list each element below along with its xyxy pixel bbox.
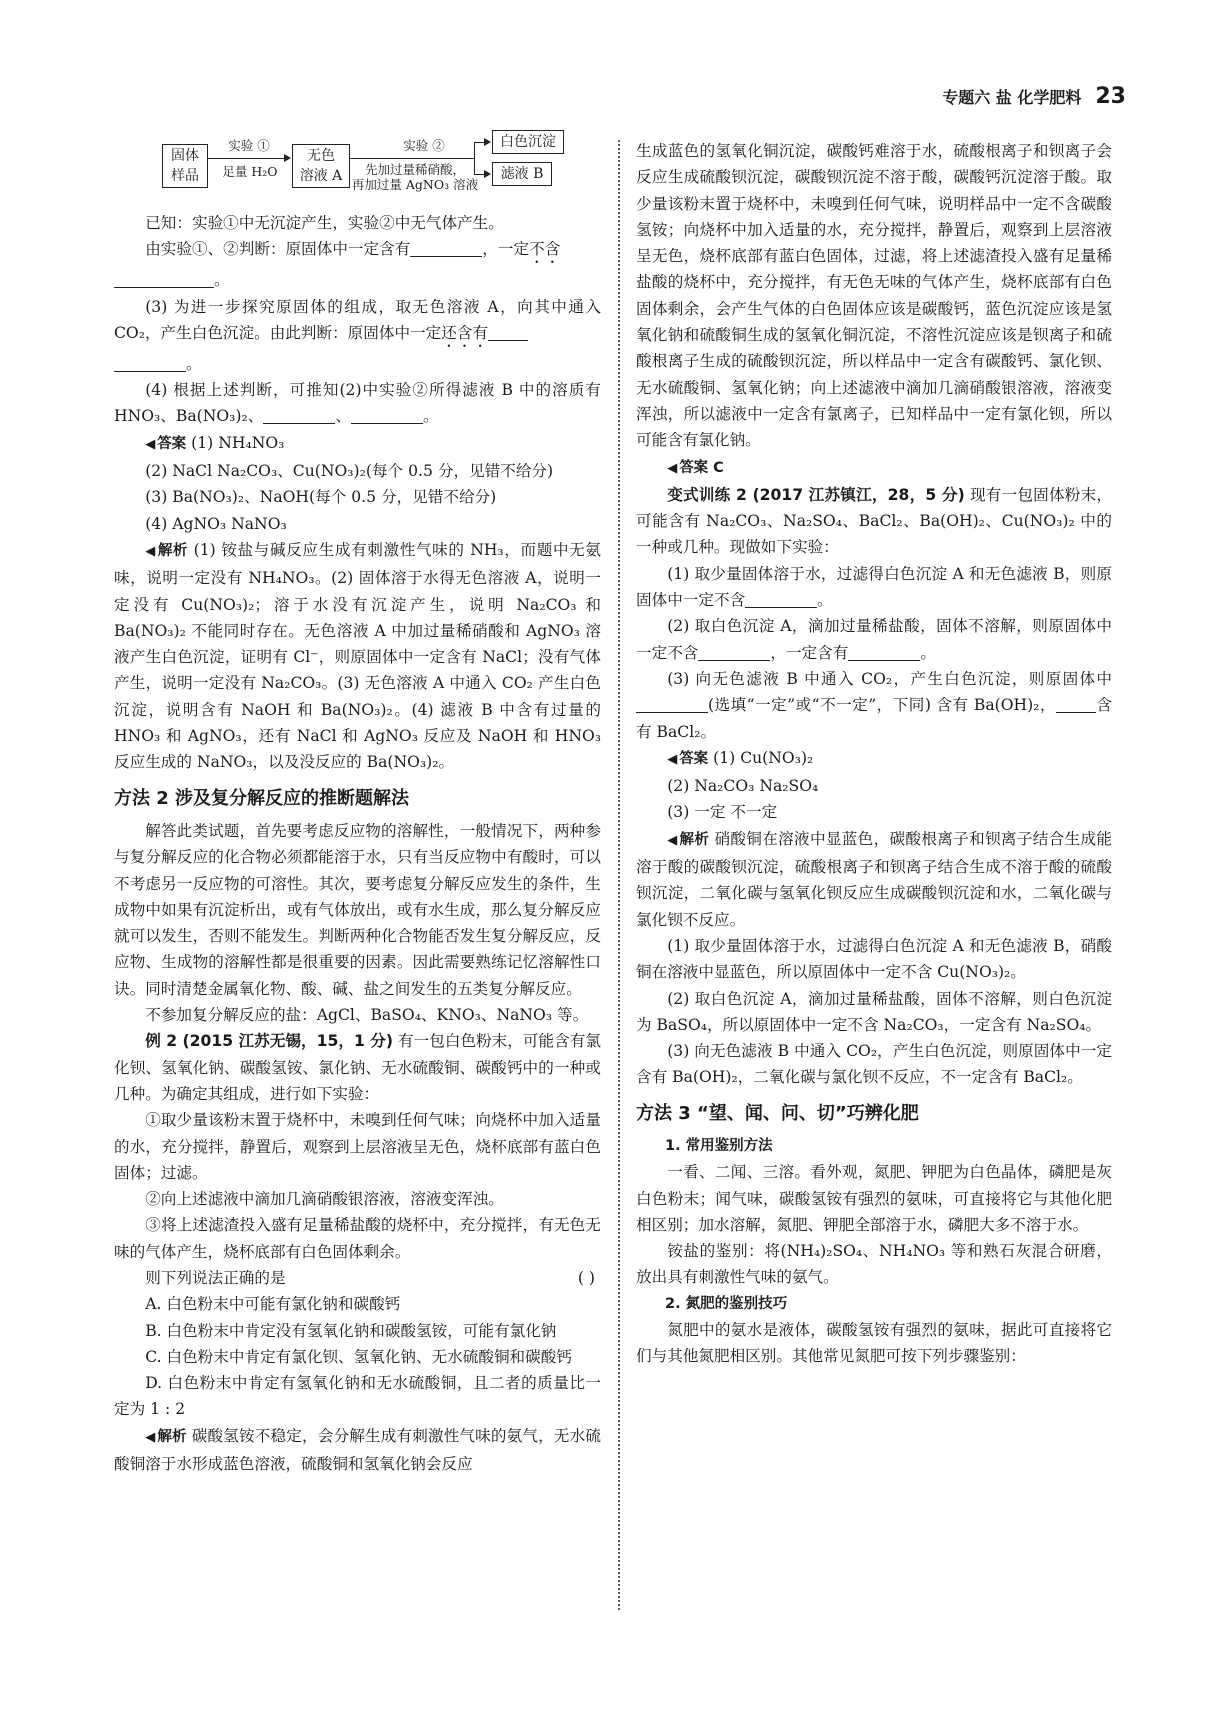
answer-value: C <box>713 459 724 476</box>
method-3-title: 方法 3 “望、闻、问、切”巧辨化肥 <box>636 1102 919 1124</box>
blank <box>263 408 335 425</box>
analysis-label: ◀ 解析 <box>145 542 189 559</box>
analysis-2-block <box>114 1423 601 1478</box>
method-3-paragraph-1: 一看、二闻、三溶。看外观，氮肥、钾肥为白色晶体，磷肥是灰白色粉末；闻气味，碳酸氢铵有强烈的氨味，可直接将它与其他化肥相区别；加水溶解，氮肥、钾肥全部溶于水，磷肥大多不溶于水。 <box>636 1163 1112 1234</box>
analysis-text: (1) 铵盐与碱反应生成有刺激性气味的 NH₃，而题中无氨味，说明一定没有 NH₄NO₃。(2) 固体溶于水得无色溶液 A，说明一定没有 Cu(NO₃)₂；溶于水没有沉淀产生，说明 Na₂CO₃ 和 Ba(NO₃)₂ 不能同时存在。无色溶液 A 中加过量稀硝酸和 AgNO₃ 溶液产生白色沉淀，证明有 Cl⁻，则原固体中一定含有 NaCl；没有气体产生，说明一定没有 Na₂CO₃。(3) 无色溶液 A 中通入 CO₂ 产生白色沉淀，说明含有 NaOH 和 Ba(NO₃)₂。(4) 滤液 B 中含有过量的 HNO₃ 和 AgNO₃，还有 NaCl 和 AgNO₃ 反应及 NaOH 和 HNO₃ 反应生成的 NaNO₃，以及没反应的 Ba(NO₃)₂。 <box>114 540 601 772</box>
q3-text: (3) 为进一步探究原固体的组成，取无色溶液 A，向其中通入 CO₂，产生白色沉淀。由此判断：原固体中一定 <box>114 297 601 342</box>
option-c: C. 白色粉末中肯定有氯化钡、氢氧化钠、无水硫酸铜和碳酸钙 <box>145 1347 572 1366</box>
answer-3: (3) Ba(NO₃)₂、NaOH(每个 0.5 分，见错不给分) <box>145 488 497 507</box>
flow-diagram <box>144 134 601 206</box>
method-2-note: 不参加复分解反应的盐：AgCl、BaSO₄、KNO₃、NaNO₃ 等。 <box>145 1006 589 1025</box>
example-2-body: 有一包白色粉末，可能含有氯化钡、氢氧化钠、碳酸氢铵、氯化钠、无水硫酸铜、碳酸钙中的一种或几种。为确定其组成，进行如下实验： <box>114 1032 601 1103</box>
example-2-step-3: ③将上述滤渣投入盛有足量稀盐酸的烧杯中，充分搅拌，有无色无味的气体产生，烧杯底部有白色固体剩余。 <box>114 1216 601 1261</box>
example-2-step-2: ②向上述滤液中滴加几滴硝酸银溶液，溶液变浑浊。 <box>145 1190 504 1209</box>
analysis-label: ◀ 解析 <box>145 1428 187 1445</box>
variant-q2: (2) 取白色沉淀 A，滴加过量稀盐酸，固体不溶解，则原固体中一定不含 ，一定含有 。 <box>636 617 1112 662</box>
method-2-title: 方法 2 涉及复分解反应的推断题解法 <box>114 787 410 809</box>
example-2-step-1: ①取少量该粉末置于烧杯中，未嗅到任何气味；向烧杯中加入适量的水，充分搅拌，静置后，观察到上层溶液呈无色，烧杯底部有蓝白色固体；过滤。 <box>114 1111 601 1182</box>
example-2-head: 例 2 (2015 江苏无锡，15，1 分) <box>145 1032 393 1051</box>
flow-step1-label: 实验 ① <box>228 138 270 153</box>
page-number: 23 <box>1095 84 1126 109</box>
question-3 <box>114 294 601 351</box>
judge-emphasis: 不含 <box>529 240 561 259</box>
v1-text: (1) 取少量固体溶于水，过滤得白色沉淀 A 和无色滤液 B，则原固体中一定不含 <box>636 564 1112 610</box>
analysis-icon: ◀ <box>667 832 678 848</box>
flow-step1-sub: 足量 H₂O <box>222 164 278 179</box>
variant-answer-2: (2) Na₂CO₃ Na₂SO₄ <box>667 777 819 796</box>
blank <box>351 408 423 425</box>
variant-analysis-text: 硝酸铜在溶液中显蓝色，碳酸根离子和钡离子结合生成能溶于酸的碳酸钡沉淀，硫酸根离子和钡离子结合生成不溶于酸的硫酸钡沉淀，二氧化碳与氢氧化钡反应生成碳酸钡沉淀和水，二氧化碳与氯化钡不反应。 <box>636 829 1112 929</box>
variant-2 <box>636 482 1112 561</box>
example-2-question <box>114 1265 601 1291</box>
v3-text-b: (选填“一定”或“不一定”，下同) 含有 Ba(OH)₂， <box>708 696 1056 715</box>
v2-text-b: ，一定含有 <box>770 643 849 662</box>
analysis-icon: ◀ <box>145 1429 156 1445</box>
answer-2: (2) NaCl Na₂CO₃、Cu(NO₃)₂(每个 0.5 分，见错不给分) <box>145 462 554 481</box>
blank <box>410 241 482 258</box>
q4-text: (4) 根据上述判断，可推知(2)中实验②所得滤液 B 中的溶质有 HNO₃、Ba(NO₃)₂、 <box>114 381 601 426</box>
variant-answer-1: (1) Cu(NO₃)₂ <box>713 748 814 767</box>
example-2 <box>114 1028 601 1107</box>
flow-arrowhead-bottom <box>484 170 491 178</box>
answer-icon: ◀ <box>145 436 156 452</box>
question-text: 则下列说法正确的是 <box>145 1268 286 1287</box>
judge-line <box>114 236 601 267</box>
variant-analysis-1: (1) 取少量固体溶于水，过滤得白色沉淀 A 和无色滤液 B，硝酸铜在溶液中显蓝色，所以原固体中一定不含 Cu(NO₃)₂。 <box>636 936 1112 982</box>
variant-answer <box>636 745 1112 773</box>
answer-4: (4) AgNO₃ NaNO₃ <box>145 514 287 533</box>
flow-solid-sample: 固体 样品 <box>162 144 208 188</box>
method-3-paragraph-2: 铵盐的鉴别：将(NH₄)₂SO₄、NH₄NO₃ 等和熟石灰混合研磨，放出具有刺激性气味的氨气。 <box>636 1242 1112 1287</box>
q3-emphasis: 还含有 <box>441 323 489 342</box>
flow-step2-sub: 先加过量稀硝酸， 再加过量 AgNO₃ 溶液 <box>351 162 479 192</box>
v3-text-c: 含有 BaCl₂。 <box>636 696 1112 741</box>
blank <box>1056 697 1096 714</box>
blank <box>488 324 528 341</box>
variant-analysis-2: (2) 取白色沉淀 A，滴加过量稀盐酸，固体不溶解，则白色沉淀为 BaSO₄，所以原固体中一定不含 Na₂CO₃，一定含有 Na₂SO₄。 <box>636 989 1112 1034</box>
blank <box>698 644 770 661</box>
method-2-paragraph: 解答此类试题，首先要考虑反应物的溶解性，一般情况下，两种参与复分解反应的化合物必须都能溶于水，只有当反应物中有酸时，可以不考虑另一反应物的可溶性。其次，要考虑复分解反应发生的条件，生成物中如果有沉淀析出，或有气体放出，或有水生成，那么复分解反应就可以发生，否则不能发生。判断两种化合物能否发生复分解反应，反应物、生成物的溶解性都是很重要的因素。因此需要熟练记忆溶解性口诀。同时清楚金属氧化物、酸、碱、盐之间发生的五类复分解反应。 <box>114 821 601 998</box>
page-header <box>942 84 1126 109</box>
judge-text-b: ，一定 <box>482 240 530 259</box>
option-d: D. 白色粉末中肯定有氢氧化钠和无水硫酸铜，且二者的质量比一定为 1 : 2 <box>114 1374 601 1419</box>
question-4: (4) 根据上述判断，可推知(2)中实验②所得滤液 B 中的溶质有 HNO₃、Ba(NO₃)₂、 、 。 <box>114 381 601 426</box>
flow-white-precipitate: 白色沉淀 <box>492 130 564 154</box>
blank <box>745 591 817 608</box>
method-3-subtitle-1: 1. 常用鉴别方法 <box>665 1137 773 1154</box>
v3-text-a: (3) 向无色滤液 B 中通入 CO₂，产生白色沉淀，则原固体中 <box>667 669 1112 688</box>
answer-icon: ◀ <box>667 751 678 767</box>
blank <box>114 355 186 372</box>
flow-arrow-1 <box>208 158 286 159</box>
judge-text-a: 由实验①、②判断：原固体中一定含有 <box>145 240 411 259</box>
blank <box>636 697 708 714</box>
analysis-2-text: 碳酸氢铵不稳定，会分解生成有刺激性气味的氨气，无水硫酸铜溶于水形成蓝色溶液，硫酸铜和氢氧化钠会反应 <box>114 1426 601 1474</box>
flow-filtrate-b: 滤液 B <box>492 162 552 186</box>
method-3-paragraph-3: 氮肥中的氨水是液体，碳酸氢铵有强烈的氨味，据此可直接将它们与其他氮肥相区别。其他常见氮肥可按下列步骤鉴别： <box>636 1321 1112 1366</box>
variant-analysis <box>636 826 1112 933</box>
method-3-subtitle-2: 2. 氮肥的鉴别技巧 <box>665 1295 788 1312</box>
flow-step2-label: 实验 ② <box>403 138 445 153</box>
variant-2-body: 现有一包固体粉末，可能含有 Na₂CO₃、Na₂SO₄、BaCl₂、Ba(OH)₂、Cu(NO₃)₂ 中的一种或几种。现做如下实验： <box>636 485 1112 557</box>
variant-2-head: 变式训练 2 (2017 江苏镇江，28，5 分) <box>667 485 965 504</box>
answer-1: (1) NH₄NO₃ <box>191 433 285 452</box>
answer-paren: ( ) <box>577 1268 595 1287</box>
flow-branch <box>474 142 475 174</box>
q3-continue: 。 <box>114 351 601 377</box>
column-divider <box>618 140 620 1610</box>
chapter-title: 专题六 盐 化学肥料 <box>942 88 1082 107</box>
analysis-2-continued: 生成蓝色的氢氧化铜沉淀，碳酸钙难溶于水，硫酸根离子和钡离子会反应生成硫酸钡沉淀，碳酸钡沉淀不溶于酸，碳酸钙沉淀溶于酸。取少量该粉末置于烧杯中，未嗅到任何气味，说明样品中一定不含碳酸氢铵；向烧杯中加入适量的水，充分搅拌，静置后，观察到上层溶液呈无色，烧杯底部有蓝白色固体，过滤，将上述滤渣投入盛有足量稀盐酸的烧杯中，充分搅拌，有无色无味的气体产生，烧杯底部有白色固体剩余，会产生气体的白色固体应该是碳酸钙，蓝色沉淀应该是氢氧化钠和硫酸铜生成的氢氧化铜沉淀，不溶性沉淀应该是钡离子和硫酸根离子生成的硫酸钡沉淀，所以样品中一定含有碳酸钙、氯化钡、无水硫酸铜、氢氧化钠；向上述滤液中滴加几滴硝酸银溶液，溶液变浑浊，所以滤液中一定含有氯离子，已知样品中一定有氯化钡，所以可能含有氯化钠。 <box>636 142 1112 450</box>
variant-q1: (1) 取少量固体溶于水，过滤得白色沉淀 A 和无色滤液 B，则原固体中一定不含 。 <box>636 564 1112 610</box>
judge-continue: 。 <box>114 267 601 293</box>
blank <box>114 272 214 289</box>
analysis-block <box>114 537 601 776</box>
flow-solution-a: 无色 溶液 A <box>292 144 350 188</box>
variant-answer-3: (3) 一定 不一定 <box>667 803 778 822</box>
answer-c-block <box>636 454 1112 482</box>
blank <box>848 644 920 661</box>
analysis-label: ◀ 解析 <box>667 831 710 848</box>
answer-icon: ◀ <box>667 460 678 476</box>
right-column <box>636 138 1112 1370</box>
answer-label: ◀ 答案 <box>667 750 709 767</box>
analysis-icon: ◀ <box>145 543 156 559</box>
answer-block <box>114 430 601 458</box>
v2-text-a: (2) 取白色沉淀 A，滴加过量稀盐酸，固体不溶解，则原固体中一定不含 <box>636 617 1112 662</box>
answer-label: ◀ 答案 <box>145 435 187 452</box>
flow-arrowhead-1 <box>284 154 291 162</box>
variant-analysis-3: (3) 向无色滤液 B 中通入 CO₂，产生白色沉淀，则原固体中一定含有 Ba(OH)₂，二氧化碳与氯化钡不反应，不一定含有 BaCl₂。 <box>636 1042 1112 1087</box>
variant-q3 <box>636 666 1112 745</box>
answer-label: ◀ 答案 <box>667 459 709 476</box>
flow-arrowhead-top <box>484 138 491 146</box>
option-a: A. 白色粉末中可能有氯化钠和碳酸钙 <box>145 1295 401 1314</box>
option-b: B. 白色粉末中肯定没有氢氧化钠和碳酸氢铵，可能有氯化钠 <box>145 1321 557 1340</box>
flow-arrow-2 <box>350 158 474 159</box>
known-text: 已知：实验①中无沉淀产生，实验②中无气体产生。 <box>145 214 504 232</box>
left-column <box>114 134 601 1477</box>
